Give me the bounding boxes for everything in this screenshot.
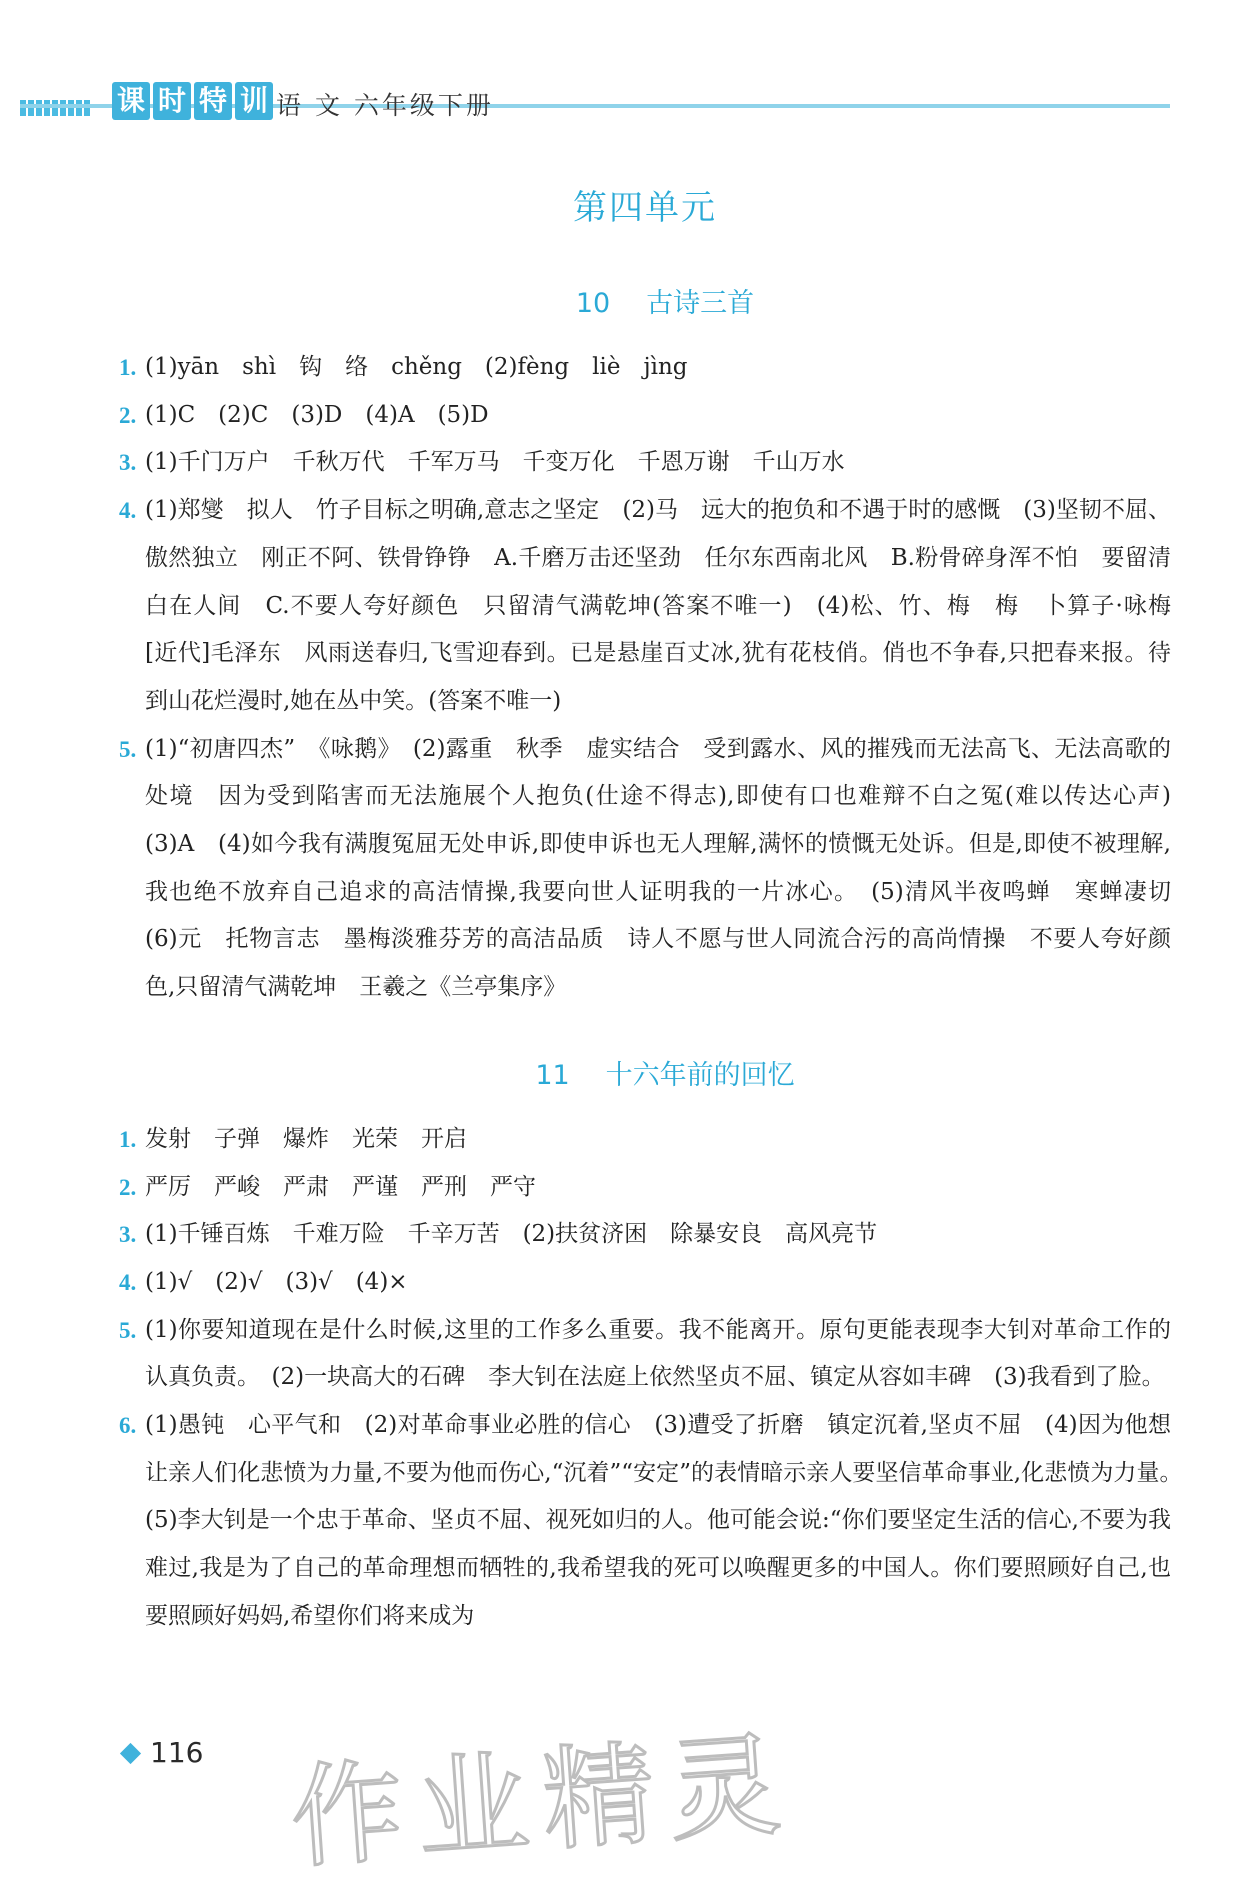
answer-item: [119, 1164, 1171, 1212]
answer-item: [119, 1259, 1171, 1307]
answer-text: (1)千锤百炼 千难万险 千辛万苦 (2)扶贫济困 除暴安良 高风亮节: [145, 1221, 878, 1248]
answer-item: [119, 1116, 1171, 1164]
question-number: 2.: [119, 1174, 137, 1200]
answer-content: [119, 276, 1194, 1641]
question-number: 4.: [119, 1269, 137, 1295]
answer-item: [119, 439, 1171, 487]
question-number: 2.: [119, 402, 137, 428]
section-title: [159, 1048, 1171, 1104]
section-name: 十六年前的回忆: [605, 1059, 795, 1091]
question-number: 3.: [119, 450, 137, 476]
answer-item: [119, 392, 1171, 440]
brand-char: 特: [194, 82, 232, 120]
question-number: 6.: [119, 1413, 137, 1439]
question-number: 1.: [119, 355, 137, 380]
answer-item: [119, 726, 1194, 1012]
answer-item: [119, 1402, 1194, 1641]
page-header: [0, 0, 1250, 140]
section-number: 10: [575, 288, 611, 319]
header-stripe-decoration: [20, 100, 92, 116]
brand-char: 课: [112, 82, 150, 120]
question-number: 5.: [119, 1317, 137, 1343]
brand-char: 训: [235, 82, 273, 120]
answer-text: 发射 子弹 爆炸 光荣 开启: [145, 1125, 467, 1152]
answer-text: (1)C (2)C (3)D (4)A (5)D: [145, 401, 489, 428]
answer-text: (1)郑燮 拟人 竹子目标之明确,意志之坚定 (2)马 远大的抱负和不遇于时的感慨 (3)坚韧不屈、傲然独立 刚正不阿、铁骨铮铮 A.千磨万击还坚劲 任尔东西南北风 B.粉骨碎身浑不怕 要留清白在人间 C.不要人夸好颜色 只留清气满乾坤(答案不唯一) (4)松、竹、梅 梅 卜算子·咏梅 [近代]毛泽东 风雨送春归,飞雪迎春到。已是悬崖百丈冰,犹有花枝俏。俏也不争春,只把春来报。待到山花烂漫时,她在丛中笑。(答案不唯一): [145, 497, 1194, 714]
question-number: 1.: [119, 1126, 137, 1152]
answer-item: [119, 487, 1194, 726]
brand-char: 时: [153, 82, 191, 120]
answer-text: (1)yān shì 钩 络 chěng (2)fèng liè jìng: [145, 354, 688, 380]
answer-text: (1)千门万户 千秋万代 千军万马 千变万化 千恩万谢 千山万水: [145, 449, 845, 476]
answer-item: [119, 1307, 1171, 1402]
answer-text: (1)√ (2)√ (3)√ (4)×: [145, 1268, 408, 1295]
subject-label: 语 文 六年级下册: [276, 91, 494, 120]
watermark: 作业精灵: [286, 1719, 799, 1885]
answer-text: 严厉 严峻 严肃 严谨 严刑 严守: [145, 1173, 536, 1200]
answer-text: (1)你要知道现在是什么时候,这里的工作多么重要。我不能离开。原句更能表现李大钊对革命工作的认真负责。 (2)一块高大的石碑 李大钊在法庭上依然坚贞不屈、镇定从容如丰碑 (3)我看到了脸。: [145, 1316, 1171, 1391]
answer-item: [119, 344, 1171, 392]
section-title: [159, 276, 1171, 332]
answer-item: [119, 1211, 1171, 1259]
unit-title: 第四单元: [573, 188, 717, 228]
answer-text: (1)“初唐四杰” 《咏鹅》 (2)露重 秋季 虚实结合 受到露水、风的摧残而无法高飞、无法高歌的处境 因为受到陷害而无法施展个人抱负(仕途不得志),即使有口也难辩不白之冤(难以传达心声) (3)A (4)如今我有满腹冤屈无处申诉,即使申诉也无人理解,满怀的愤慨无处诉。但是,即使不被理解,我也绝不放弃自己追求的高洁情操,我要向世人证明我的一片冰心。 (5)清风半夜鸣蝉 寒蝉凄切 (6)元 托物言志 墨梅淡雅芬芳的高洁品质 诗人不愿与世人同流合污的高尚情操 不要人夸好颜色,只留清气满乾坤 王羲之《兰亭集序》: [145, 735, 1194, 1001]
page-number: 116: [150, 1736, 204, 1769]
brand-logo: [112, 82, 273, 120]
diamond-icon: [120, 1743, 141, 1764]
answer-text: (1)愚钝 心平气和 (2)对革命事业必胜的信心 (3)遭受了折磨 镇定沉着,坚贞不屈 (4)因为他想让亲人们化悲愤为力量,不要为他而伤心,“沉着”“安定”的表情暗示亲人要坚信革命事业,化悲愤为力量。 (5)李大钊是一个忠于革命、坚贞不屈、视死如归的人。他可能会说:“你们要坚定生活的信心,不要为我难过,我是为了自己的革命理想而牺牲的,我希望我的死可以唤醒更多的中国人。你们要照顾好自己,也要照顾好妈妈,希望你们将来成为: [145, 1412, 1194, 1629]
question-number: 5.: [119, 736, 137, 762]
question-number: 4.: [119, 498, 137, 524]
section-number: 11: [535, 1059, 570, 1091]
question-number: 3.: [119, 1222, 137, 1248]
section-name: 古诗三首: [646, 288, 755, 319]
